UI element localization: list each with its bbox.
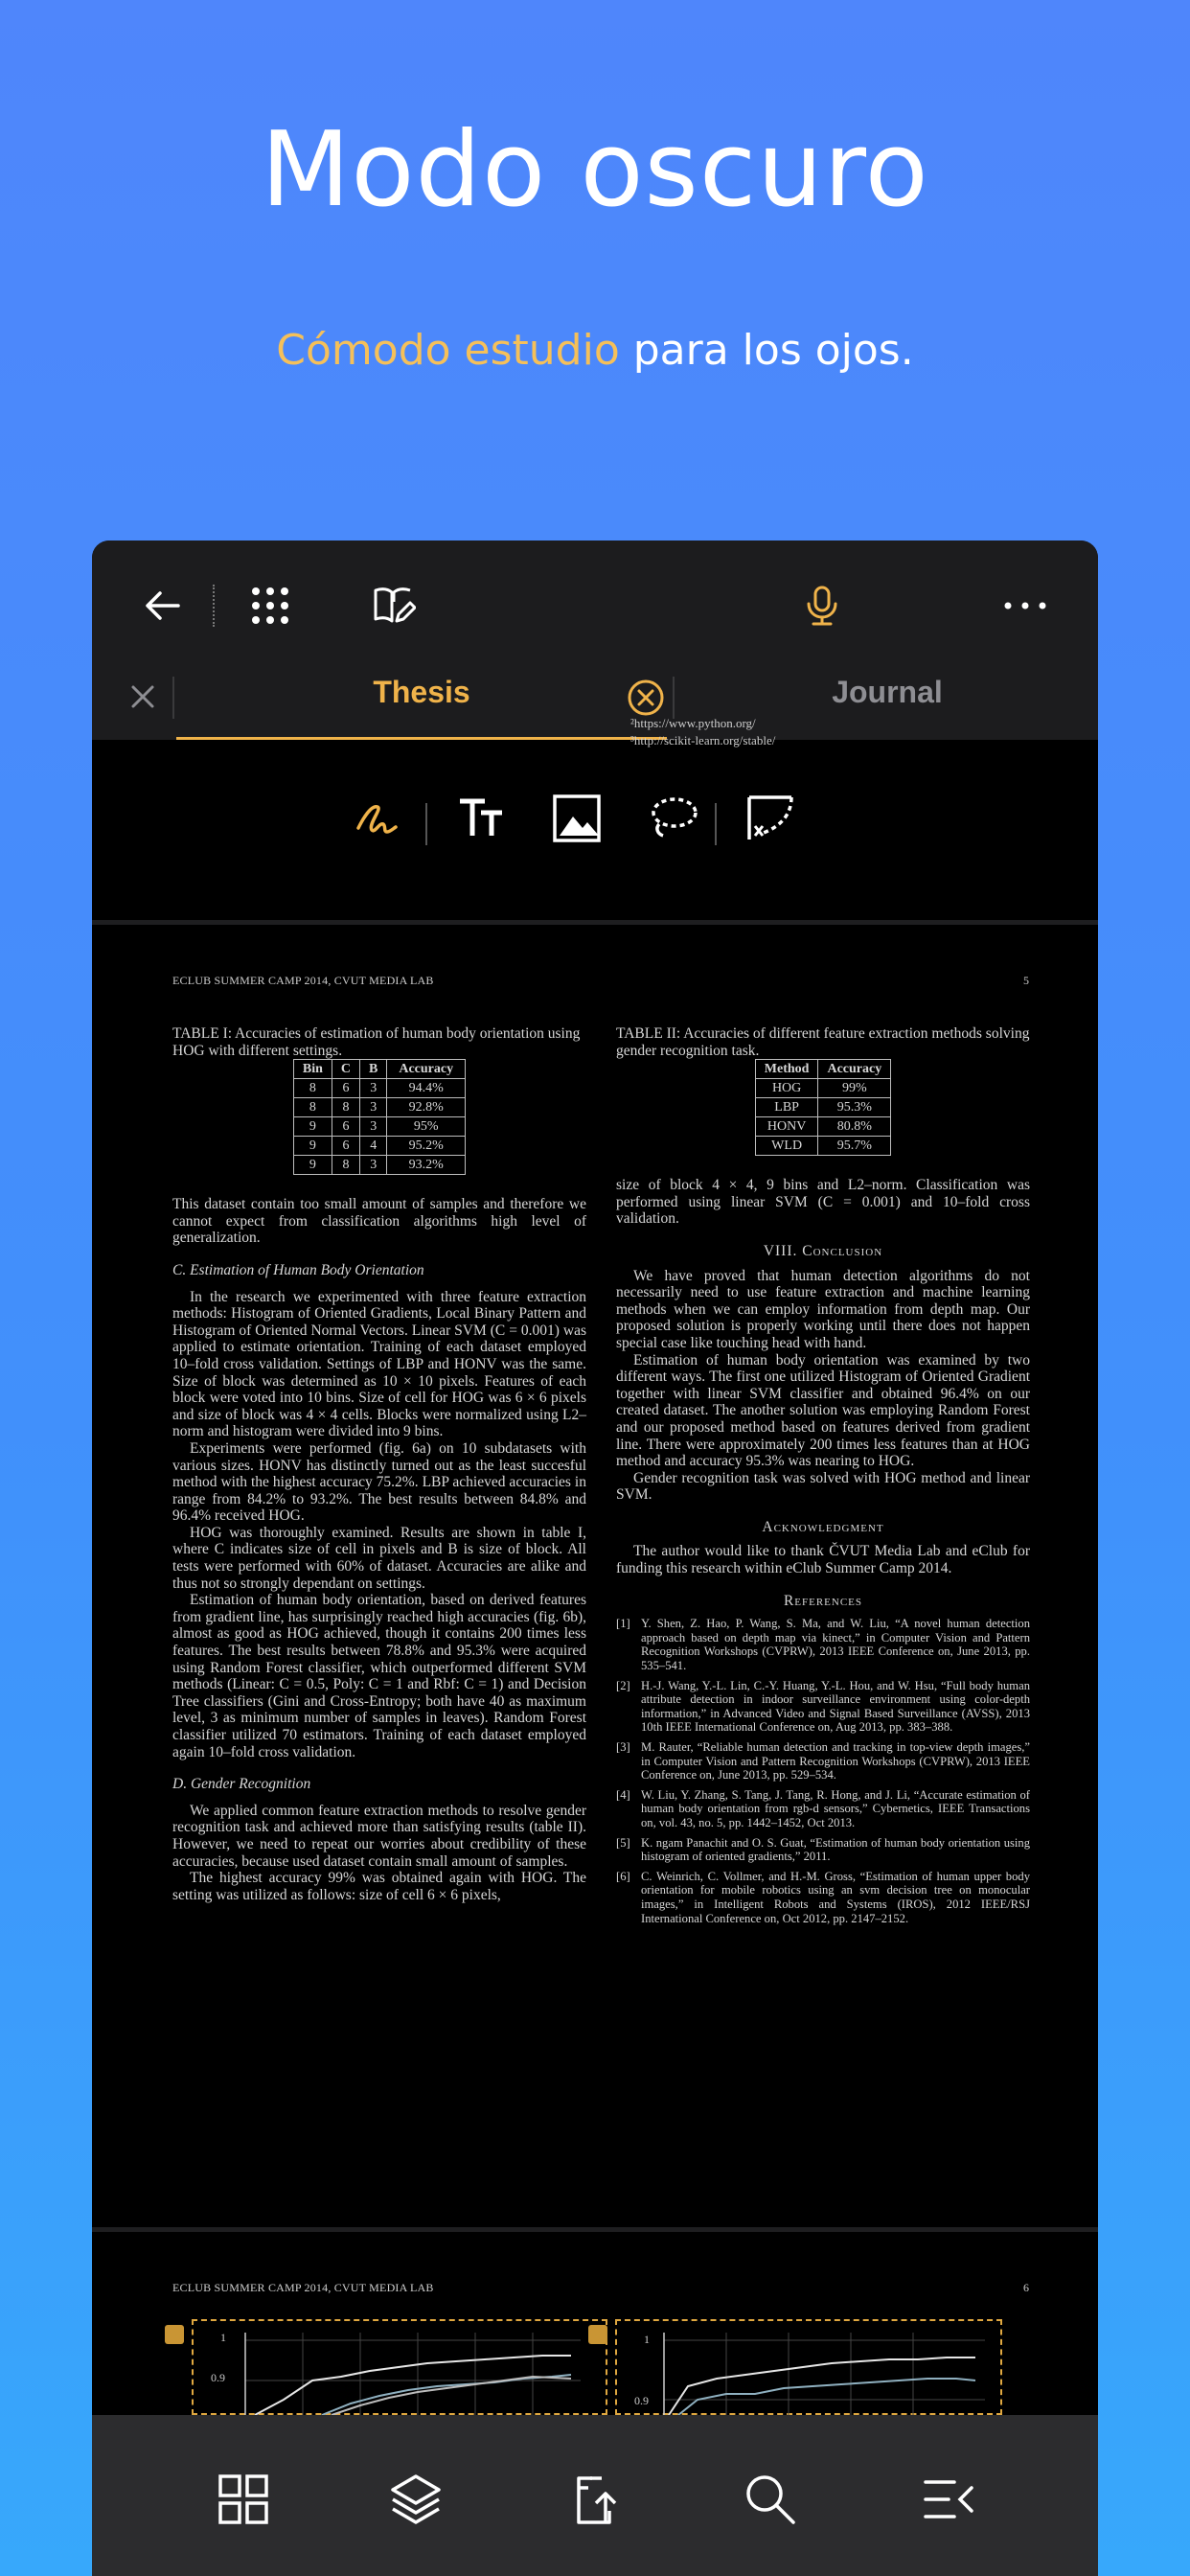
paragraph: HOG was thoroughly examined. Results are shown in table I, where C indicates size of cell in pixels and B is size of block. All tests were performed with 60% of dataset. Accuracies are alike and thus not so strongly dependant on settings.	[172, 1524, 586, 1592]
table-row	[293, 1098, 465, 1117]
table2-caption: TABLE II: Accuracies of different feature extraction methods solving gender recognition task.	[616, 1025, 1030, 1059]
left-column	[172, 1025, 586, 1903]
paragraph: We applied common feature extraction methods to resolve gender recognition task and achieved more than satisfying results (table II). However, we need to repeat our worries about credibility of these accuracies, because used dataset contain small amount of samples.	[172, 1802, 586, 1870]
reference-text: C. Weinrich, C. Vollmer, and H.-M. Gross, “Estimation of human upper body orientation for mobile robotics using an svm decision tree on monocular images,” in Intelligent Robots and Systems (IROS), 2012 IEEE/RSJ International Conference on, Oct 2012, pp. 2147–2152.	[641, 1869, 1030, 1925]
section-heading: C. Estimation of Human Body Orientation	[172, 1261, 424, 1278]
table-cell: WLD	[755, 1137, 818, 1156]
pen-icon[interactable]	[351, 792, 404, 845]
paragraph: We have proved that human detection algorithms do not necessarily need to use feature extraction and machine learning methods when we can employ information from depth map. Our proposed solution is properly working until there does not happen special case like touching head with hand.	[616, 1267, 1030, 1351]
bottom-toolbar	[92, 2415, 1098, 2576]
table-row	[293, 1137, 465, 1156]
table-row	[755, 1079, 890, 1098]
table-header: Accuracy	[818, 1060, 891, 1079]
table-cell: 3	[360, 1098, 387, 1117]
page-number: 6	[1023, 2281, 1030, 2294]
table-cell: 95%	[387, 1117, 466, 1137]
book-edit-icon[interactable]	[370, 583, 416, 629]
table-cell: 3	[360, 1117, 387, 1137]
reference-item	[616, 1870, 1030, 1925]
layers-icon[interactable]	[389, 2472, 443, 2526]
lasso-icon[interactable]	[646, 792, 699, 845]
reference-item	[616, 1679, 1030, 1735]
table1	[293, 1059, 466, 1175]
tab-bar	[92, 656, 1098, 740]
close-tab-icon[interactable]	[627, 678, 665, 717]
figure-left-plot	[197, 2323, 600, 2415]
table-cell: 8	[293, 1098, 332, 1117]
reference-text: K. ngam Panachit and O. S. Guat, “Estimation of human body orientation using histogram of oriented gradients,” 2011.	[641, 1835, 1030, 1864]
paragraph: In the research we experimented with three feature extraction methods: Histogram of Oriented Gradients, Local Binary Pattern and Histogram of Oriented Normal Vectors. Linear SVM (C = 0.001) was applied to estimate orientation. Training of each dataset employed 10–fold cross validation. Settings of LBP and HONV was the same. Size of block was determined as 10 × 10 pixels. Features of each block were voted into 10 bins. Size of cell for HOG was 6 × 6 pixels and size of block was 4 × 4 cells. Blocks were normalized using L2–norm and histogram were divided into 9 bins.	[172, 1288, 586, 1440]
page-number: 5	[1023, 974, 1030, 987]
annotation-handle-icon[interactable]	[588, 2325, 607, 2344]
tab-thesis[interactable]	[176, 656, 667, 740]
tab-separator	[673, 677, 675, 719]
table-cell: 9	[293, 1117, 332, 1137]
table-header: Bin	[293, 1060, 332, 1079]
reference-item	[616, 1740, 1030, 1782]
reference-item	[616, 1788, 1030, 1830]
table-cell: 8	[332, 1098, 359, 1117]
y-tick-label: 0.9	[634, 2394, 649, 2407]
grid-dots-icon[interactable]	[247, 583, 293, 629]
reference-number: [3]	[616, 1740, 630, 1754]
table-cell: 99%	[818, 1079, 891, 1098]
table-header: B	[360, 1060, 387, 1079]
page-divider	[92, 2227, 1098, 2232]
footnote: ²https://www.python.org/	[630, 716, 756, 730]
section-heading: D. Gender Recognition	[172, 1776, 311, 1793]
table-cell: HONV	[755, 1117, 818, 1137]
tab-journal-label: Journal	[832, 675, 943, 709]
table-cell: 9	[293, 1156, 332, 1175]
y-tick-label: 0.9	[211, 2371, 225, 2384]
table-row	[293, 1117, 465, 1137]
paragraph: Estimation of human body orientation was examined by two different ways. The first one utilized Histogram of Oriented Gradient together with linear SVM classifier and obtained 96.4% on our created dataset. The another solution was employing Random Forest and our proposed method based on features derived from gradient line. There were approximately 200 times less features than at HOG method and accuracy 95.3% was nearing to HOG.	[616, 1351, 1030, 1470]
table-cell: 92.8%	[387, 1098, 466, 1117]
table-cell: 95.3%	[818, 1098, 891, 1117]
table-cell: 80.8%	[818, 1117, 891, 1137]
back-arrow-icon[interactable]	[140, 583, 186, 629]
table-cell: 3	[360, 1156, 387, 1175]
annotation-handle-icon[interactable]	[165, 2325, 184, 2344]
table-row	[755, 1117, 890, 1137]
outline-icon[interactable]	[922, 2472, 975, 2526]
table-cell: 95.7%	[818, 1137, 891, 1156]
table2	[755, 1059, 891, 1156]
references-list	[616, 1617, 1030, 1925]
promo-subtitle-highlight: Cómodo estudio	[276, 326, 620, 375]
reference-number: [2]	[616, 1678, 630, 1692]
table-header: C	[332, 1060, 359, 1079]
paragraph: The author would like to thank ČVUT Media Lab and eClub for funding this research within eClub Summer Camp 2014.	[616, 1543, 1030, 1577]
promo-subtitle	[0, 326, 1190, 375]
reference-number: [1]	[616, 1617, 630, 1631]
running-head: ECLUB SUMMER CAMP 2014, CVUT MEDIA LAB	[172, 974, 434, 987]
reference-text: W. Liu, Y. Zhang, S. Tang, J. Tang, R. Hong, and J. Li, “Accurate estimation of human body orientation from rgb-d sensors,” Cybernetics, IEEE Transactions on, vol. 43, no. 5, pp. 1442–1452, Oct 2013.	[641, 1787, 1030, 1829]
reference-item	[616, 1617, 1030, 1672]
reference-number: [5]	[616, 1835, 630, 1850]
paragraph: Gender recognition task was solved with HOG method and linear SVM.	[616, 1469, 1030, 1504]
export-icon[interactable]	[571, 2472, 625, 2526]
promo-subtitle-rest: para los ojos.	[619, 326, 914, 375]
tab-thesis-label: Thesis	[373, 675, 470, 709]
table-cell: 4	[360, 1137, 387, 1156]
close-tabs-icon[interactable]	[128, 682, 157, 711]
table-cell: LBP	[755, 1098, 818, 1117]
table-cell: 6	[332, 1137, 359, 1156]
table-cell: 94.4%	[387, 1079, 466, 1098]
page-footnotes	[630, 715, 775, 749]
section-heading: Acknowledgment	[762, 1518, 884, 1535]
search-icon[interactable]	[744, 2472, 797, 2526]
toolbar-separator	[425, 803, 427, 845]
table-cell: HOG	[755, 1079, 818, 1098]
toolbar-separator	[715, 803, 717, 845]
reference-text: H.-J. Wang, Y.-L. Lin, C.-Y. Huang, Y.-L. Hou, and W. Hsu, “Full body human attribute detection in indoor surveillance environment using color-depth information,” in Advanced Video and Signal Based Surveillance (AVSS), 2013 10th IEEE International Conference on, Aug 2013, pp. 383–388.	[641, 1678, 1030, 1735]
paragraph: This dataset contain too small amount of samples and therefore we cannot expect from classification algorithms high level of generalization.	[172, 1196, 586, 1247]
section-heading: References	[783, 1592, 863, 1609]
reference-text: Y. Shen, Z. Hao, P. Wang, S. Ma, and W. Liu, “A novel human detection approach based on depth map via kinect,” in Computer Vision and Pattern Recognition Workshops (CVPRW), 2013 IEEE Conference on, June 2013, pp. 535–541.	[641, 1617, 1030, 1673]
running-head: ECLUB SUMMER CAMP 2014, CVUT MEDIA LAB	[172, 2281, 434, 2294]
paragraph: size of block 4 × 4, 9 bins and L2–norm. Classification was performed using linear SVM (C = 0.001) and 10–fold cross validation.	[616, 1177, 1030, 1228]
page-divider	[92, 920, 1098, 925]
table-cell: 6	[332, 1079, 359, 1098]
microphone-icon[interactable]	[799, 583, 845, 629]
promo-title: Modo oscuro	[261, 110, 929, 230]
more-icon[interactable]	[1002, 583, 1048, 629]
table-row	[293, 1079, 465, 1098]
table-cell: 8	[332, 1156, 359, 1175]
table-cell: 3	[360, 1079, 387, 1098]
table-cell: 8	[293, 1079, 332, 1098]
table-row	[755, 1137, 890, 1156]
toolbar-divider	[213, 585, 215, 627]
footnote: ³http://scikit-learn.org/stable/	[630, 733, 776, 748]
text-icon[interactable]	[454, 792, 508, 845]
paragraph: Experiments were performed (fig. 6a) on 10 subdatasets with various sizes. HONV has distinctly turned out as the least succesful method with the highest accuracy 75.2%. LBP achieved accuracies in range from 84.2% to 93.2%. The best results between 84.8% and 96.4% received HOG.	[172, 1439, 586, 1525]
y-tick-label: 1	[644, 2333, 650, 2346]
reference-item	[616, 1836, 1030, 1864]
table-cell: 93.2%	[387, 1156, 466, 1175]
image-icon[interactable]	[550, 792, 604, 845]
tab-separator	[172, 677, 174, 719]
thumbnails-icon[interactable]	[217, 2472, 270, 2526]
reference-number: [6]	[616, 1869, 630, 1883]
paragraph: Estimation of human body orientation, based on derived features from gradient line, has surprisingly reached high accuracies (fig. 6b), almost as good as HOG achieved, though it contains 200 times less features. The best results between 78.8% and 95.3% were acquired using Random Forest classifier, which outperformed different SVM methods (Linear: C = 0.5, Poly: C = 1 and Rbf: C = 1) and Decision Tree classifiers (Gini and Cross-Entropy; both have 40 as maximum level, 3 as minimum number of samples in leaves). Random Forest classifier utilized 70 estimators. Training of each dataset employed again 10–fold cross validation.	[172, 1592, 586, 1760]
table-cell: 9	[293, 1137, 332, 1156]
pdf-page-6	[92, 2281, 1098, 2415]
table-row	[293, 1156, 465, 1175]
right-column	[616, 1025, 1030, 1931]
reference-number: [4]	[616, 1787, 630, 1802]
table1-caption: TABLE I: Accuracies of estimation of human body orientation using HOG with different settings.	[172, 1025, 581, 1059]
app-window	[92, 540, 1098, 2576]
reference-text: M. Rauter, “Reliable human detection and tracking in top-view depth images,” in Computer Vision and Pattern Recognition Workshops (CVPRW), 2013 IEEE Conference on, June 2013, pp. 529–534.	[641, 1740, 1030, 1782]
y-tick-label: 1	[220, 2331, 226, 2344]
crop-icon[interactable]	[744, 792, 797, 845]
table-row	[755, 1098, 890, 1117]
section-heading: VIII. Conclusion	[763, 1242, 883, 1259]
table-cell: 6	[332, 1117, 359, 1137]
table-header: Method	[755, 1060, 818, 1079]
pdf-page-5	[92, 974, 1098, 2220]
top-toolbar	[92, 540, 1098, 656]
table-header: Accuracy	[387, 1060, 466, 1079]
figure-right-plot	[621, 2323, 996, 2415]
table-cell: 95.2%	[387, 1137, 466, 1156]
paragraph: The highest accuracy 99% was obtained again with HOG. The setting was utilized as follows: size of cell 6 × 6 pixels,	[172, 1870, 586, 1903]
